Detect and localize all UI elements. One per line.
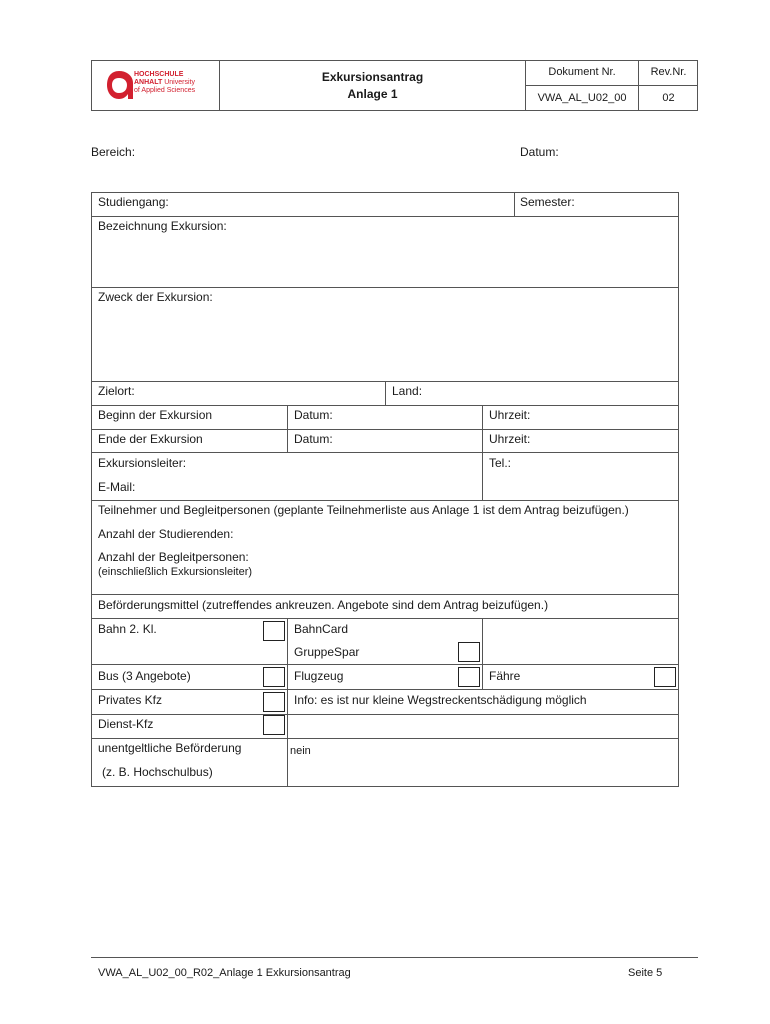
logo-line2: ANHALT [134,79,163,86]
studiengang-label: Studiengang: [98,195,169,209]
col-divider [287,405,288,453]
dienst-checkbox[interactable] [263,715,285,735]
university-logo [104,68,214,104]
logo-mark-icon [104,69,134,101]
footer-divider [91,957,698,958]
row-divider [91,500,679,501]
logo-line3: of Applied Sciences [134,87,196,94]
bereich-label: Bereich: [91,145,136,159]
row-divider [91,452,679,453]
logo-line1: HOCHSCHULE [134,71,184,78]
zielort-label: Zielort: [98,384,135,398]
row-divider [91,689,679,690]
bahn-checkbox[interactable] [263,621,285,641]
anzahl-begleit-label: Anzahl der Begleitpersonen: [98,550,249,564]
row-divider [91,405,679,406]
row-divider [91,594,679,595]
row-divider [91,618,679,619]
gruppespar-label: GruppeSpar [294,645,360,659]
doc-title: Exkursionsantrag [321,70,424,84]
row-divider [91,714,679,715]
privat-info: Info: es ist nur kleine Wegstreckentschädigung möglich [294,693,587,707]
col-divider [287,618,288,787]
col-divider [514,192,515,216]
bus-checkbox[interactable] [263,667,285,687]
row-divider [91,429,679,430]
flugzeug-label: Flugzeug [294,669,344,683]
col-divider [482,405,483,500]
row-divider [91,216,679,217]
semester-label: Semester: [520,195,575,209]
logo-text [134,71,195,95]
beginn-label: Beginn der Exkursion [98,408,213,422]
doc-nr-label: Dokument Nr. [548,66,616,78]
anzahl-begleit-note: (einschließlich Exkursionsleiter) [98,566,253,578]
bezeichnung-label: Bezeichnung Exkursion: [98,219,227,233]
bahn-label: Bahn 2. Kl. [98,622,157,636]
doc-subtitle: Anlage 1 [347,87,398,101]
rev-label: Rev.Nr. [650,66,687,78]
email-label: E-Mail: [98,480,136,494]
teilnehmer-label: Teilnehmer und Begleitpersonen (geplante Teilnehmerliste aus Anlage 1 ist dem Antrag beizufügen.) [98,503,629,517]
zweck-label: Zweck der Exkursion: [98,290,213,304]
faehre-label: Fähre [489,669,521,683]
anzahl-studierende-label: Anzahl der Studierenden: [98,527,234,541]
privat-checkbox[interactable] [263,692,285,712]
privat-label: Privates Kfz [98,693,163,707]
col-divider [482,618,483,689]
logo-line2b: University [164,79,195,86]
rev-value: 02 [662,92,675,104]
faehre-checkbox[interactable] [654,667,676,687]
leiter-label: Exkursionsleiter: [98,456,187,470]
flugzeug-checkbox[interactable] [458,667,480,687]
nein-label: nein [290,745,311,757]
beginn-uhrzeit-label: Uhrzeit: [489,408,531,422]
col-divider [385,381,386,405]
datum-label: Datum: [520,145,559,159]
befoerderung-label: Beförderungsmittel (zutreffendes ankreuzen. Angebote sind dem Antrag beizufügen.) [98,598,549,612]
ende-datum-label: Datum: [294,432,333,446]
footer-doc-ref: VWA_AL_U02_00_R02_Anlage 1 Exkursionsantrag [98,967,351,979]
ende-label: Ende der Exkursion [98,432,203,446]
beginn-datum-label: Datum: [294,408,333,422]
row-divider [91,287,679,288]
tel-label: Tel.: [489,456,512,470]
doc-nr-value: VWA_AL_U02_00 [537,92,627,104]
row-divider [91,664,679,665]
gruppespar-checkbox[interactable] [458,642,480,662]
unentgeltlich-beispiel: (z. B. Hochschulbus) [102,765,213,779]
unentgeltlich-label: unentgeltliche Beförderung [98,741,242,755]
row-divider [91,738,679,739]
dienst-label: Dienst-Kfz [98,717,154,731]
bahncard-label: BahnCard [294,622,349,636]
land-label: Land: [392,384,423,398]
footer-page-number: Seite 5 [628,967,663,979]
ende-uhrzeit-label: Uhrzeit: [489,432,531,446]
header-divider [525,85,698,86]
bus-label: Bus (3 Angebote) [98,669,191,683]
